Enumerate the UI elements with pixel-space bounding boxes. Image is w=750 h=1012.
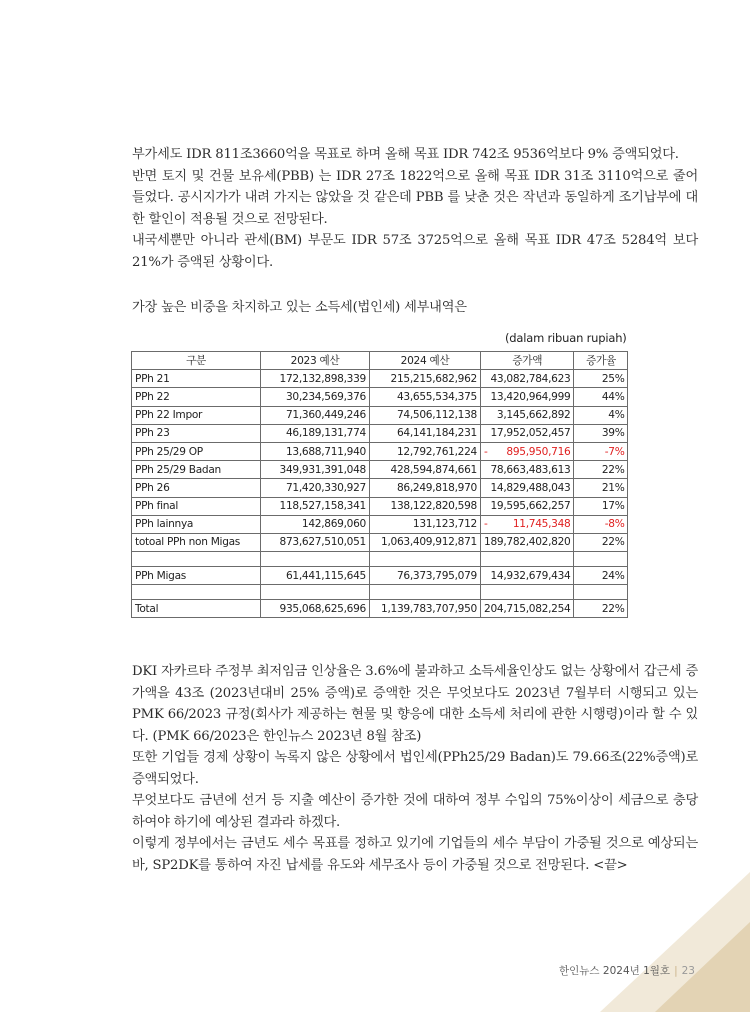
header-rate: 증가율: [574, 352, 628, 370]
cell-2023: 71,420,330,927: [261, 479, 370, 497]
header-increase: 증가액: [481, 352, 574, 370]
cell-rate: 24%: [574, 567, 628, 585]
top-text: [132, 144, 698, 273]
cell-increase: [481, 515, 574, 533]
cell-name: Total: [132, 600, 261, 618]
table-row-migas: [132, 567, 628, 585]
cell-2024: 86,249,818,970: [370, 479, 481, 497]
cell-rate: 22%: [574, 533, 628, 551]
negative-sign: -: [484, 518, 488, 531]
cell-2024: 64,141,184,231: [370, 424, 481, 442]
cell-increase: 78,663,483,613: [481, 461, 574, 479]
cell-increase: 3,145,662,892: [481, 406, 574, 424]
header-category: 구분: [132, 352, 261, 370]
cell-name: PPh final: [132, 497, 261, 515]
cell-2023: 935,068,625,696: [261, 600, 370, 618]
cell-name: PPh 26: [132, 479, 261, 497]
cell-2024: 215,215,682,962: [370, 370, 481, 388]
negative-sign: -: [484, 445, 488, 458]
cell-rate: 17%: [574, 497, 628, 515]
cell-increase-value: 895,950,716: [506, 445, 571, 458]
paragraph-pph21: DKI 자카르타 주정부 최저임금 인상율은 3.6%에 불과하고 소득세율인상도 없는 상황에서 갑근세 증가액을 43조 (2023년대비 25% 증액)로 증액한 것은 무엇보다도 2023년 7월부터 시행되고 있는 PMK 66/2023 규정(회사가 제공하는 현물 및 향응에 대한 소득세 처리에 관한 시행령)이라 할 수 있다. (PMK 66/2023은 한인뉴스 2023년 8월 참조): [132, 664, 698, 744]
paragraph-outlook: 이렇게 정부에서는 금년도 세수 목표를 정하고 있기에 기업들의 세수 부담이 가중될 것으로 예상되는 바, SP2DK를 통하여 자진 납세를 유도와 세무조사 등이 가중될 것으로 전망된다. <끝>: [132, 836, 698, 873]
table-row: [132, 533, 628, 551]
corner-decoration: [600, 872, 750, 1012]
table-row: [132, 497, 628, 515]
cell-increase: 14,829,488,043: [481, 479, 574, 497]
cell-2024: 138,122,820,598: [370, 497, 481, 515]
cell-rate: 25%: [574, 370, 628, 388]
table-row: [132, 388, 628, 406]
cell-2023: 30,234,569,376: [261, 388, 370, 406]
cell-name: PPh Migas: [132, 567, 261, 585]
cell-increase: 204,715,082,254: [481, 600, 574, 618]
cell-2023: 349,931,391,048: [261, 461, 370, 479]
table-row: [132, 406, 628, 424]
cell-increase: [481, 442, 574, 460]
table-row-total: [132, 600, 628, 618]
cell-2024: 74,506,112,138: [370, 406, 481, 424]
income-tax-table: [131, 351, 628, 618]
cell-rate: 44%: [574, 388, 628, 406]
cell-2024: 428,594,874,661: [370, 461, 481, 479]
paragraph-election: 무엇보다도 금년에 선거 등 지출 예산이 증가한 것에 대하여 정부 수입의 75%이상이 세금으로 충당하여야 하기에 예상된 결과라 하겠다.: [132, 793, 698, 830]
table-row: [132, 479, 628, 497]
cell-name: PPh 25/29 OP: [132, 442, 261, 460]
cell-2024: 1,139,783,707,950: [370, 600, 481, 618]
cell-increase: 14,932,679,434: [481, 567, 574, 585]
cell-2024: 131,123,712: [370, 515, 481, 533]
cell-2023: 142,869,060: [261, 515, 370, 533]
cell-rate: 21%: [574, 479, 628, 497]
cell-name: PPh 22: [132, 388, 261, 406]
cell-rate: 22%: [574, 461, 628, 479]
table-spacer-row: [132, 552, 628, 567]
cell-2024: 76,373,795,079: [370, 567, 481, 585]
cell-2024: 12,792,761,224: [370, 442, 481, 460]
table-row: [132, 515, 628, 533]
cell-2023: 873,627,510,051: [261, 533, 370, 551]
table-row: [132, 424, 628, 442]
cell-2023: 46,189,131,774: [261, 424, 370, 442]
cell-name: PPh 21: [132, 370, 261, 388]
cell-name: totoal PPh non Migas: [132, 533, 261, 551]
cell-increase: 43,082,784,623: [481, 370, 574, 388]
table-intro: 가장 높은 비중을 차지하고 있는 소득세(법인세) 세부내역은: [132, 300, 467, 315]
cell-2023: 172,132,898,339: [261, 370, 370, 388]
paragraph-pbb: 반면 토지 및 건물 보유세(PBB) 는 IDR 27조 1822억으로 올해 목표 IDR 31조 3110억으로 줄어 들었다. 공시지가가 내려 가지는 않았을 것 같은데 PBB 를 낮춘 것은 작년과 동일하게 조기납부에 대한 할인이 적용될 것으로 전망된다.: [132, 168, 698, 227]
cell-name: PPh 23: [132, 424, 261, 442]
cell-2023: 61,441,115,645: [261, 567, 370, 585]
cell-name: PPh lainnya: [132, 515, 261, 533]
cell-rate: 4%: [574, 406, 628, 424]
bottom-text: [132, 661, 698, 876]
table-unit: (dalam ribuan rupiah): [505, 331, 627, 345]
cell-increase: 17,952,052,457: [481, 424, 574, 442]
paragraph-corporate: 또한 기업들 경제 상황이 녹록지 않은 상황에서 법인세(PPh25/29 Badan)도 79.66조(22%증액)로 증액되었다.: [132, 750, 698, 787]
paragraph-customs: 내국세뿐만 아니라 관세(BM) 부문도 IDR 57조 3725억으로 올해 목표 IDR 47조 5284억 보다 21%가 증액된 상황이다.: [132, 233, 698, 270]
cell-rate: 39%: [574, 424, 628, 442]
table-header-row: [132, 352, 628, 370]
table-row: [132, 370, 628, 388]
cell-name: PPh 22 Impor: [132, 406, 261, 424]
table-body: [132, 370, 628, 618]
page-footer: [559, 963, 695, 978]
cell-rate: -8%: [574, 515, 628, 533]
table-row: [132, 442, 628, 460]
footer-publication: 한인뉴스 2024년 1월호: [559, 965, 671, 977]
cell-2023: 13,688,711,940: [261, 442, 370, 460]
cell-2023: 118,527,158,341: [261, 497, 370, 515]
cell-rate: 22%: [574, 600, 628, 618]
table-spacer-row: [132, 585, 628, 600]
cell-name: PPh 25/29 Badan: [132, 461, 261, 479]
cell-increase-value: 11,745,348: [512, 518, 571, 531]
cell-increase: 19,595,662,257: [481, 497, 574, 515]
page-number: 23: [681, 965, 695, 977]
cell-increase: 189,782,402,820: [481, 533, 574, 551]
table-row: [132, 461, 628, 479]
cell-increase: 13,420,964,999: [481, 388, 574, 406]
cell-2024: 1,063,409,912,871: [370, 533, 481, 551]
header-2023: 2023 예산: [261, 352, 370, 370]
paragraph-vat: 부가세도 IDR 811조3660억을 목표로 하며 올해 목표 IDR 742조 9536억보다 9% 증액되었다.: [132, 147, 679, 162]
header-2024: 2024 예산: [370, 352, 481, 370]
cell-rate: -7%: [574, 442, 628, 460]
footer-separator: |: [674, 965, 678, 977]
cell-2024: 43,655,534,375: [370, 388, 481, 406]
cell-2023: 71,360,449,246: [261, 406, 370, 424]
